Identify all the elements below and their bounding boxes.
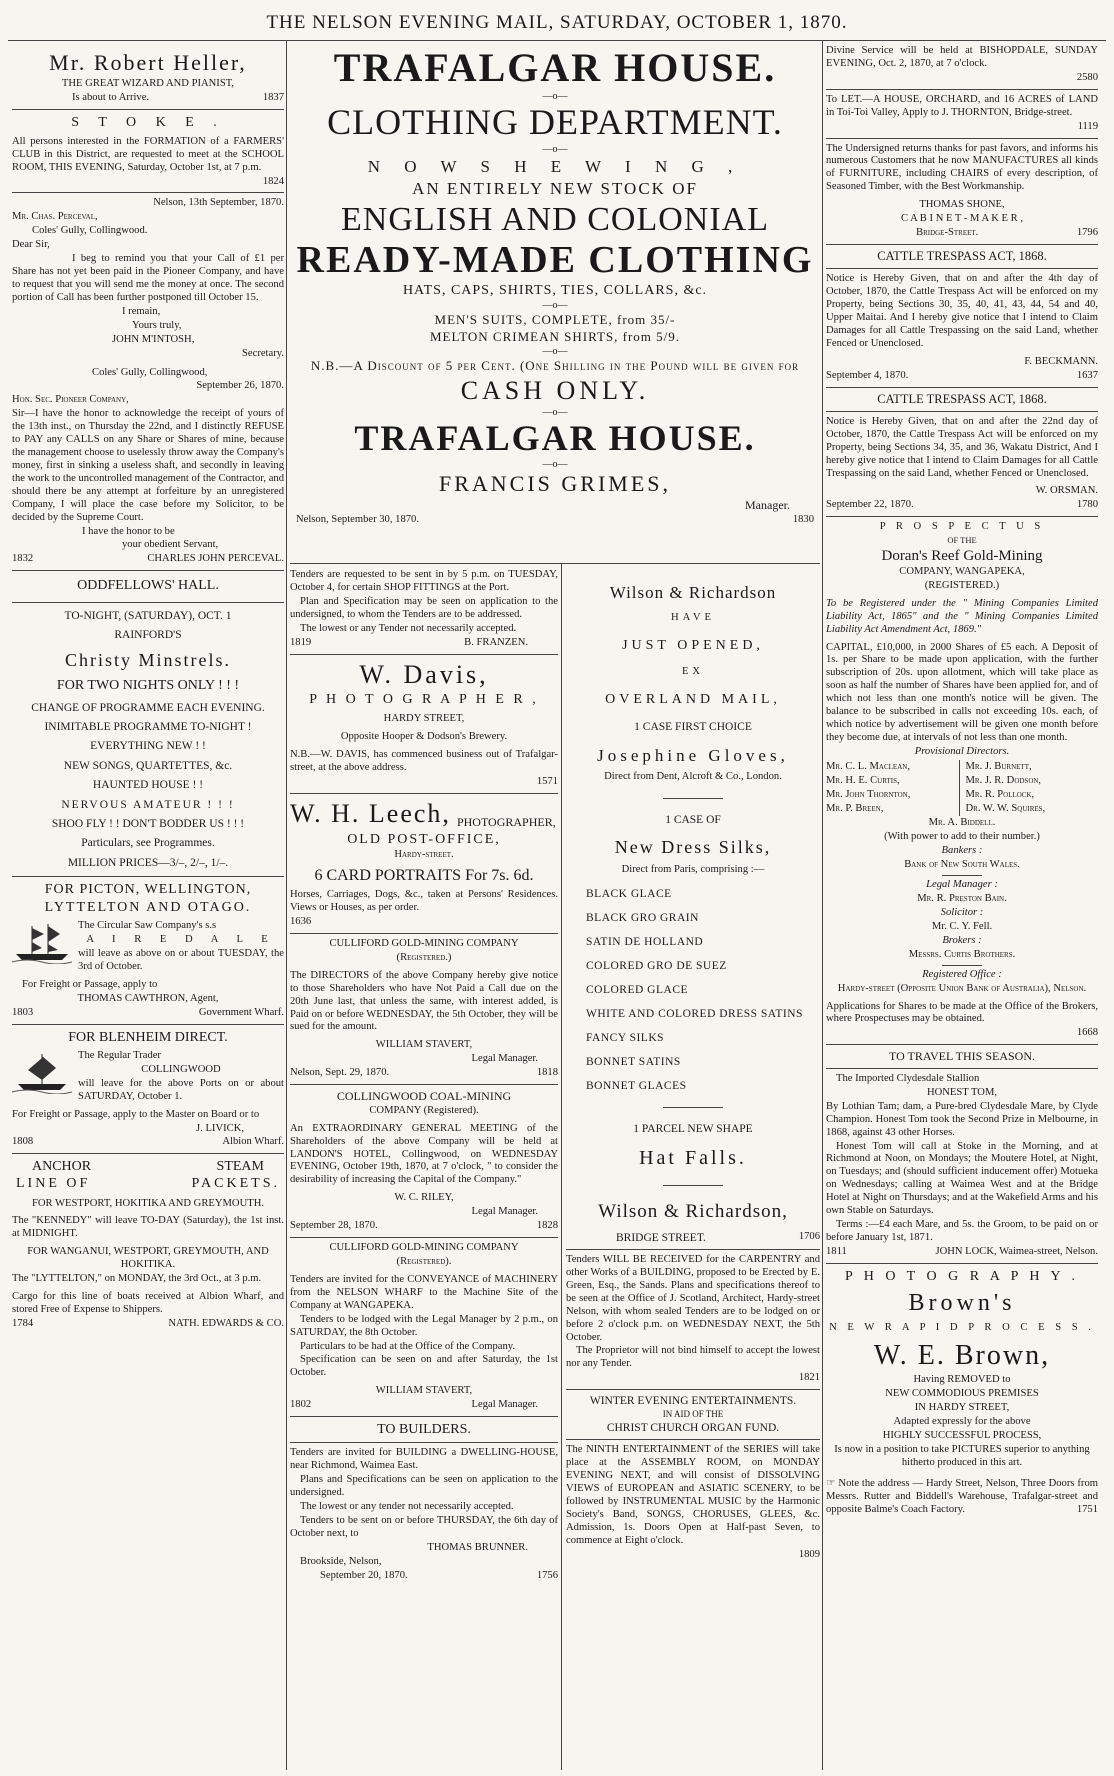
davis-role: P H O T O G R A P H E R , <box>309 692 539 708</box>
oddfellows-line: SHOO FLY ! ! DON'T BODDER US ! ! ! <box>51 818 245 831</box>
picton-title: LYTTELTON AND OTAGO. <box>44 900 252 916</box>
culliford-body: The DIRECTORS of the above Company hereby give notice to those Shareholders who have Not Paid a Call due on the 20th June last, that unless the same, with interest added, is Paid on or before WEDNESDAY, the 5th October, they will be sued for the amount. <box>290 969 558 1033</box>
leech-role: PHOTOGRAPHER, <box>456 815 556 830</box>
ad-number: 1706 <box>798 1231 820 1243</box>
honesttom-line: Terms :—£4 each Mare, and 5s. the Groom, to be paid on or before January 1st, 1871. <box>826 1219 1098 1243</box>
trafalgar-line: HATS, CAPS, SHIRTS, TIES, COLLARS, &c. <box>402 282 708 298</box>
divider: —o— <box>542 459 568 471</box>
culliford-sub: (Registered.) <box>396 951 452 963</box>
trespass-body: Notice is Hereby Given, that on and after the 4th day of October, 1870, the Cattle Trespass Act will be enforced on my Property, being Sections 30, 35, 40, 41, 43, 44, 54 and 40, Upper Maitai. And I hereby give notice that I intend to Claim Damages for all Cattle Trespassing on the said Land, whether Fenced or Unenclosed. <box>826 273 1098 349</box>
honesttom-signature: JOHN LOCK, Waimea-street, Nelson. <box>935 1245 1098 1257</box>
ad-number: 1802 <box>290 1399 312 1411</box>
heller-subtitle: THE GREAT WIZARD AND PIANIST, <box>61 77 235 89</box>
prospectus-line: Mr. R. Preston Bain. <box>917 893 1007 905</box>
divider: —o— <box>542 406 568 418</box>
wilson-title: Wilson & Richardson <box>609 583 777 602</box>
anchor-ad <box>12 1158 284 1330</box>
shone-signature: THOMAS SHONE, <box>919 199 1005 211</box>
wilson-line: Direct from Paris, comprising :— <box>621 864 765 876</box>
prospectus-line: Bank of New South Wales. <box>904 859 1020 871</box>
trafalgar-role: Manager. <box>745 498 790 513</box>
davis-line: HARDY STREET, <box>383 713 465 725</box>
list-item: COLORED GLACE <box>586 984 689 997</box>
collingwood-role: Legal Manager. <box>471 1206 538 1218</box>
ad-number: 1824 <box>262 175 284 187</box>
brown-line: Adapted expressly for the above <box>893 1416 1031 1428</box>
leech-price: 6 CARD PORTRAITS For 7s. 6d. <box>314 866 534 884</box>
culliford-ad-1 <box>290 938 558 1080</box>
brown-line: HIGHLY SUCCESSFUL PROCESS, <box>882 1429 1042 1441</box>
letter-salutation: Dear Sir, <box>12 239 50 251</box>
wilson-line: Direct from Dent, Alcroft & Co., London. <box>604 771 782 783</box>
oddfellows-line: FOR TWO NIGHTS ONLY ! ! ! <box>56 678 240 694</box>
wilson-line: 1 CASE FIRST CHOICE <box>634 720 752 733</box>
prospectus-title: P R O S P E C T U S <box>879 521 1045 533</box>
builders-line: The lowest or any tender not necessarily accepted. <box>300 1500 514 1512</box>
oddfellows-line: MILLION PRICES—3/–, 2/–, 1/–. <box>67 856 229 869</box>
prospectus-heading: Bankers : <box>941 845 983 857</box>
prospectus-line: Mr. A. Biddell. <box>928 817 996 829</box>
director-left: Mr. H. E. Curtis, <box>826 774 900 786</box>
winter-title: WINTER EVENING ENTERTAINMENTS. <box>589 1395 797 1408</box>
ad-number: 1784 <box>12 1317 34 1329</box>
divider: —o— <box>542 345 568 357</box>
tolet-body: To LET.—A HOUSE, ORCHARD, and 16 ACRES of LAND in Toi-Toi Valley, Apply to J. THORNTON, Bridge-street. <box>826 93 1098 118</box>
winter-body: The NINTH ENTERTAINMENT of the SERIES will take place at the ASSEMBLY ROOM, on MONDAY EVENING NEXT, and will consist of DISSOLVING VIEWS of EUROPEAN and ASIATIC SCENERY, to be followed by INSTRUMENTAL MUSIC by the Harmonic Society's Band, SONGS, CHORUSES, GLEES, &c. Admission, 1s. Doors Open at Half-past Seven, to commence at Eight o'clock. <box>566 1444 820 1546</box>
masthead: THE NELSON EVENING MAIL, SATURDAY, OCTOBER 1, 1870. <box>266 12 848 33</box>
culliford-role: Legal Manager. <box>471 1053 538 1065</box>
trafalgar-date: Nelson, September 30, 1870. <box>296 514 419 526</box>
brown-name: W. E. Brown, <box>873 1340 1051 1372</box>
wilson-line: 1 CASE OF <box>665 814 721 827</box>
brown-line: N E W R A P I D P R O C E S S . <box>829 1322 1095 1334</box>
culliford-role: Legal Manager. <box>471 1399 538 1411</box>
prospectus-line: Messrs. Curtis Brothers. <box>908 948 1016 960</box>
ad-number: 1837 <box>262 91 284 103</box>
director-right: Mr. R. Pollock, <box>965 788 1035 800</box>
pointing-hand-icon: ☞ <box>826 1477 839 1489</box>
builders-body: Tenders are invited for BUILDING a DWELLING-HOUSE, near Richmond, Waimea East. <box>290 1447 558 1472</box>
trespass-ad-1 <box>826 249 1098 383</box>
tenders-line: The lowest or any Tender not necessarily accepted. <box>300 622 517 634</box>
trafalgar-line: READY-MADE CLOTHING <box>296 238 814 281</box>
honesttom-name: HONEST TOM, <box>926 1086 998 1098</box>
prospectus-capital: CAPITAL, £10,000, in 2000 Shares of £5 each. A Deposit of 1s. per Share to be made upon application, with the further subscription of 20s. upon allotment, which will take place as soon as half the number of Shares have been applied for, and of which not less than one month's notice will be given. The balance to be subscribed in calls not exceeding 10s. each, of which notice by advertisement will be given one month before they become due, at intervals of not less than one month. <box>826 641 1098 743</box>
trespass-title: CATTLE TRESPASS ACT, 1868. <box>877 391 1047 406</box>
ad-number: 1637 <box>1076 369 1098 381</box>
ship-name: COLLINGWOOD <box>141 1063 221 1075</box>
column-1 <box>12 44 284 1770</box>
trespass-signature: F. BECKMANN. <box>1024 355 1098 367</box>
honesttom-line: The Imported Clydesdale Stallion <box>836 1072 980 1084</box>
davis-ad <box>290 659 558 789</box>
picton-line: For Freight or Passage, apply to <box>22 979 158 991</box>
directors-table <box>826 760 1098 817</box>
trafalgar-manager: FRANCIS GRIMES, <box>438 471 672 497</box>
letter-mintosh <box>12 197 284 360</box>
oddfellows-title: ODDFELLOWS' HALL. <box>77 578 219 594</box>
ad-number: 1751 <box>1076 1503 1098 1515</box>
brown-ad <box>826 1268 1098 1517</box>
picton-line: will leave as above on or about TUESDAY, the 3rd of October. <box>78 948 284 973</box>
letter-address: Coles' Gully, Collingwood. <box>32 225 148 237</box>
blenheim-line: Albion Wharf. <box>222 1136 284 1148</box>
ad-number: 1830 <box>792 514 814 526</box>
builders-line: Tenders to be sent on or before THURSDAY, the 6th day of October next, to <box>290 1514 558 1539</box>
culliford-sub: (Registered). <box>396 1256 452 1267</box>
prospectus-heading: Provisional Directors. <box>914 745 1010 757</box>
ad-number: 1668 <box>1076 1027 1098 1039</box>
trespass-title: CATTLE TRESPASS ACT, 1868. <box>877 248 1047 263</box>
honesttom-title: TO TRAVEL THIS SEASON. <box>888 1049 1036 1064</box>
director-right: Mr. J. Burnett, <box>965 760 1032 772</box>
picton-ad <box>12 881 284 1020</box>
honesttom-line: By Lothian Tam; dam, a Pure-bred Clydesdale Mare, by Clyde Champion. Honest Tom took the Second Prize in Melbourne, in 1868, against 43 other Horses. <box>826 1100 1098 1138</box>
prospectus-line: (REGISTERED.) <box>924 579 1000 591</box>
oddfellows-feature: Christy Minstrels. <box>64 649 231 670</box>
letter-close: I remain, <box>122 305 161 317</box>
honest-tom-ad <box>826 1049 1098 1259</box>
blenheim-line: For Freight or Passage, apply to the Master on Board or to <box>12 1108 260 1120</box>
wilson-line: HAVE <box>670 611 716 623</box>
brown-address: Note the address — Hardy Street, Nelson, Three Doors from Messrs. Rutter and Biddell's Warehouse, Trafalgar-street and opposite Balme's Coach Factory. <box>826 1477 1098 1515</box>
blenheim-line: will leave for the above Ports on or about SATURDAY, October 1. <box>78 1077 284 1102</box>
ad-number: 1803 <box>12 1006 34 1018</box>
wilson-line: EX <box>681 665 705 677</box>
list-item: WHITE AND COLORED DRESS SATINS <box>586 1008 803 1021</box>
winter-line: IN AID OF THE <box>662 1409 724 1420</box>
culliford-date: Nelson, Sept. 29, 1870. <box>290 1067 390 1079</box>
picton-line: The Circular Saw Company's s.s <box>78 920 217 932</box>
culliford-ad-2 <box>290 1242 558 1412</box>
wilson-gloves: Josephine Gloves, <box>597 745 789 765</box>
stoke-title: S T O K E . <box>71 114 225 130</box>
ad-number: 1818 <box>536 1067 558 1079</box>
list-item: BLACK GRO GRAIN <box>586 912 699 925</box>
winter-ad <box>566 1394 820 1561</box>
letter-body: I beg to remind you that your Call of £1 per Share has not yet been paid in the Pioneer Company, and have to request that you will send me the money at once. The second portion of Call has been further postponed till October 15. <box>12 253 284 303</box>
prospectus-heading: Registered Office : <box>922 968 1002 980</box>
anchor-agent: NATH. EDWARDS & CO. <box>168 1317 284 1329</box>
director-left: Mr. John Thornton, <box>826 788 911 800</box>
davis-line: N.B.—W. DAVIS, has commenced business out of Trafalgar-street, at the above address. <box>290 749 558 774</box>
heller-line: Is about to Arrive. <box>72 91 150 103</box>
letter-signature: JOHN M'INTOSH, <box>112 333 195 345</box>
divider: —o— <box>542 143 568 155</box>
prospectus-company: Doran's Reef Gold-Mining <box>881 547 1043 564</box>
trafalgar-ad <box>290 44 820 564</box>
ad-number: 1756 <box>536 1569 558 1581</box>
prospectus-heading: Legal Manager : <box>926 879 998 891</box>
wilson-line: OVERLAND MAIL, <box>605 691 781 707</box>
culliford-signature: WILLIAM STAVERT, <box>375 1385 473 1397</box>
oddfellows-line: NEW SONGS, QUARTETTES, &c. <box>63 759 233 772</box>
blenheim-title: FOR BLENHEIM DIRECT. <box>68 1029 228 1045</box>
ship-icon <box>12 1050 72 1094</box>
anchor-line: The "LYTTELTON," on MONDAY, the 3rd Oct., at 3 p.m. <box>12 1273 262 1285</box>
wilson-silks: New Dress Silks, <box>614 837 772 858</box>
ad-number: 1819 <box>290 636 312 648</box>
ad-number: 1811 <box>826 1245 847 1257</box>
collingwood-title: COLLINGWOOD COAL-MINING <box>336 1089 512 1104</box>
trespass-signature: W. ORSMAN. <box>1035 485 1098 497</box>
oddfellows-ad <box>12 575 284 872</box>
anchor-line: PACKETS. <box>191 1176 280 1192</box>
brown-line: Having REMOVED to <box>913 1374 1011 1386</box>
oddfellows-line: RAINFORD'S <box>114 629 182 642</box>
trafalgar-title: TRAFALGAR HOUSE. <box>333 45 777 90</box>
tenders-line: Plan and Specification may be seen on application to the undersigned, to whom the Tenders are to be addressed. <box>290 595 558 620</box>
builders-line: Brookside, Nelson, <box>300 1555 382 1567</box>
prospectus-line: OF THE <box>947 535 977 546</box>
letter-signature: CHARLES JOHN PERCEVAL. <box>147 553 284 565</box>
divine-ad <box>826 45 1098 85</box>
collingwood-sub: COMPANY (Registered). <box>369 1104 479 1116</box>
trafalgar-title: TRAFALGAR HOUSE. <box>354 417 756 458</box>
trespass-body: Notice is Hereby Given, that on and after the 22nd day of October, 1870, the Cattle Trespass Act will be enforced on my Property, being Sections 34, 35, and 36, Wakatu District, And I hereby give notice that I intend to Claim Damages for all Cattle Trespassing on the said Land, whether Fenced or Unenclosed. <box>826 415 1098 479</box>
letter-role: Secretary. <box>242 347 284 359</box>
letter-recipient: Hon. Sec. Pioneer Company, <box>12 394 129 406</box>
list-item: BONNET SATINS <box>586 1056 681 1069</box>
letter-recipient: Mr. Chas. Perceval, <box>12 211 98 223</box>
wilson-line: 1 PARCEL NEW SHAPE <box>633 1123 753 1136</box>
leech-line: Horses, Carriages, Dogs, &c., taken at Persons' Residences. Views or Houses, as per order. <box>290 889 558 914</box>
wilson-address: BRIDGE STREET. <box>616 1232 706 1245</box>
oddfellows-line: CHANGE OF PROGRAMME EACH EVENING. <box>31 701 265 714</box>
ad-number: 1636 <box>290 916 312 928</box>
anchor-line: Cargo for this line of boats received at Albion Wharf, and stored Free of Expense to Shippers. <box>12 1291 284 1315</box>
stoke-body: All persons interested in the FORMATION of a FARMERS' CLUB in this District, are requested to meet at the SCHOOL ROOM, THIS EVENING, Saturday, October 1st, at 7 p.m. <box>12 135 284 173</box>
culliford-line: Particulars to be had at the Office of the Company. <box>300 1340 516 1352</box>
collingwood-ad <box>290 1089 558 1233</box>
wilson-ad <box>566 568 820 1245</box>
trespass-ad-2 <box>826 392 1098 513</box>
list-item: BONNET GLACES <box>586 1080 687 1093</box>
stoke-ad <box>12 114 284 189</box>
culliford-line: Specification can be seen on and after Saturday, the 1st October. <box>290 1354 558 1379</box>
letter-date: Nelson, 13th September, 1870. <box>153 197 284 209</box>
column-2 <box>290 568 558 1768</box>
shone-role: C A B I N E T - M A K E R , <box>900 213 1024 225</box>
brown-line: IN HARDY STREET, <box>914 1402 1010 1414</box>
builders-title: TO BUILDERS. <box>377 1422 471 1438</box>
list-item: SATIN DE HOLLAND <box>586 936 704 949</box>
list-item: COLORED GRO DE SUEZ <box>586 960 727 973</box>
oddfellows-line: Particulars, see Programmes. <box>81 837 215 850</box>
heller-title: Mr. Robert Heller, <box>49 50 247 75</box>
tenders-signature: B. FRANZEN. <box>464 636 528 648</box>
anchor-line: STEAM <box>216 1159 264 1175</box>
oddfellows-line: HAUNTED HOUSE ! ! <box>92 779 204 792</box>
culliford-title: CULLIFORD GOLD-MINING COMPANY <box>329 937 519 949</box>
brown-line: Is now in a position to take PICTURES superior to anything hitherto produced in this art. <box>834 1443 1090 1468</box>
divider: —o— <box>542 299 568 311</box>
divider: —o— <box>542 91 568 102</box>
culliford-title: CULLIFORD GOLD-MINING COMPANY <box>329 1242 519 1254</box>
letter-body: Sir—I have the honor to acknowledge the receipt of yours of the 13th inst., on Thursday the 22nd, and I distinctly REFUSE to PAY any CALLS on any Share or Shares of mine, because the management choose to uselessly throw away the Company's money, first in sinking a useless shaft, and secondly in leaving the work to the uncontrolled management of the Contractor, and should there be any attempt at forfeiture by an unregistered Company, I will place the case before my Solicitor, to be decided by the Supreme Court. <box>12 408 284 523</box>
trafalgar-price: MEN'S SUITS, COMPLETE, from 35/- <box>434 311 676 327</box>
tenders-line: The Proprietor will not bind himself to accept the lowest nor any Tender. <box>566 1345 820 1370</box>
leech-ad <box>290 798 558 929</box>
shone-ad <box>826 143 1098 240</box>
builders-line: Plans and Specifications can be seen on application to the undersigned. <box>290 1474 558 1498</box>
davis-line: Opposite Hooper & Dodson's Brewery. <box>340 731 508 743</box>
oddfellows-line: TO-NIGHT, (SATURDAY), OCT. 1 <box>64 609 232 622</box>
column-3 <box>566 568 820 1768</box>
director-right: Mr. J. R. Dodson, <box>965 774 1042 786</box>
leech-line: OLD POST-OFFICE, <box>347 831 501 847</box>
wilson-hats: Hat Falls. <box>639 1147 747 1170</box>
heller-ad <box>12 50 284 105</box>
tenders-body: Tenders are requested to be sent in by 5 p.m. on TUESDAY, October 4, for certain SHOP FITTINGS at the Port. <box>290 569 558 593</box>
winter-line: CHRIST CHURCH ORGAN FUND. <box>606 1422 780 1435</box>
culliford-body: Tenders are invited for the CONVEYANCE of MACHINERY from the NELSON WHARF to the Machine Site of the Company at WANGAPEKA. <box>290 1273 558 1311</box>
anchor-line: ANCHOR <box>32 1159 92 1175</box>
ship-icon <box>12 920 72 964</box>
collingwood-date: September 28, 1870. <box>290 1220 378 1232</box>
trafalgar-line: ENGLISH AND COLONIAL <box>341 200 769 238</box>
trespass-date: September 4, 1870. <box>826 369 909 381</box>
franzen-ad <box>290 569 558 650</box>
ad-number: 1832 <box>12 553 34 565</box>
prospectus-line: Hardy-street (Opposite Union Bank of Australia), Nelson. <box>837 982 1087 994</box>
oddfellows-line: NERVOUS AMATEUR ! ! ! <box>61 798 235 811</box>
oddfellows-line: INIMITABLE PROGRAMME TO-NIGHT ! <box>44 721 252 734</box>
letter-close: I have the honor to be <box>82 525 175 537</box>
culliford-signature: WILLIAM STAVERT, <box>375 1039 473 1051</box>
letter-close: Yours truly, <box>132 319 182 331</box>
builders-signature: THOMAS BRUNNER. <box>427 1541 528 1553</box>
culliford-line: Tenders to be lodged with the Legal Manager by 2 p.m., on SATURDAY, the 8th October. <box>290 1313 558 1338</box>
leech-line: Hardy-street. <box>394 848 454 860</box>
letter-perceval <box>12 367 284 567</box>
picton-title: FOR PICTON, WELLINGTON, <box>44 882 252 898</box>
ad-number: 1808 <box>12 1136 34 1148</box>
tolet-ad <box>826 94 1098 134</box>
prospectus-ad <box>826 521 1098 1040</box>
honesttom-line: Honest Tom will call at Stoke in the Morning, and at Richmond at Noon, on Mondays; the Moutere Hotel, at Night, on Tuesdays; and (should sufficient inducement offer) Motueka on Wednesdays; calling at Waimea West and at the Bridge Hotel at Night on Thursdays; and at the Wakefield Arms and his own Stable on Saturdays. <box>826 1140 1098 1217</box>
prospectus-line: (With power to add to their number.) <box>884 831 1040 843</box>
letter-date: Coles' Gully, Collingwood, <box>92 366 208 378</box>
tenders-body: Tenders WILL BE RECEIVED for the CARPENTRY and other Works of a BUILDING, proposed to be Erected by E. Green, Esq., the Sands. Plans and specifications thereof to be seen at the Office of J. Scotland, Architect, Hardy-street Nelson, with whom sealed Tenders are to be lodged on or before 2 o'clock p.m. on WEDNESDAY NEXT, the 5th October. <box>566 1254 820 1343</box>
brown-title: P H O T O G R A P H Y . <box>844 1268 1080 1284</box>
oddfellows-line: EVERYTHING NEW ! ! <box>90 740 206 753</box>
trafalgar-dept: CLOTHING DEPARTMENT. <box>327 102 783 142</box>
picton-agent: THOMAS CAWTHRON, Agent, <box>77 992 219 1004</box>
list-item: BLACK GLACE <box>586 888 672 901</box>
leech-title: W. H. Leech, <box>290 798 451 828</box>
ad-number: 2580 <box>1076 71 1098 83</box>
trafalgar-price: MELTON CRIMEAN SHIRTS, from 5/9. <box>429 328 681 344</box>
green-tenders-ad <box>566 1254 820 1385</box>
picton-line: Government Wharf. <box>198 1006 284 1018</box>
column-4 <box>826 44 1098 1770</box>
trafalgar-cash: CASH ONLY. <box>460 375 650 405</box>
anchor-line: LINE OF <box>16 1176 91 1192</box>
prospectus-line: COMPANY, WANGAPEKA, <box>899 565 1025 577</box>
builders-date: September 20, 1870. <box>320 1569 408 1581</box>
divine-body: Divine Service will be held at BISHOPDALE, SUNDAY EVENING, Oct. 2, 1870, at 7 o'clock. <box>826 45 1098 69</box>
prospectus-heading: Brokers : <box>942 934 982 946</box>
prospectus-line: Mr. C. Y. Fell. <box>931 920 993 932</box>
collingwood-signature: W. C. RILEY, <box>394 1192 454 1204</box>
davis-title: W. Davis, <box>359 659 489 689</box>
ad-number: 1821 <box>798 1372 820 1384</box>
ad-number: 1119 <box>1077 120 1098 132</box>
collingwood-body: An EXTRAORDINARY GENERAL MEETING of the Shareholders of the above Company will be held at LANDON'S HOTEL, Collingwood, on WEDNESDAY EVENING, October 19th, 1870, at 7 o'clock, " to consider the desirability of increasing the Capital of the Company." <box>290 1122 558 1186</box>
brown-heading: Brown's <box>908 1289 1016 1316</box>
director-left: Mr. C. L. Maclean, <box>826 760 910 772</box>
prospectus-line: To be Registered under the " Mining Companies Limited Liability Act, 1865" and the " Mining Companies Limited Liability Act Amendment Act, 1869." <box>826 597 1098 635</box>
ad-number: 1809 <box>798 1548 820 1560</box>
letter-date: September 26, 1870. <box>196 380 284 392</box>
ship-name: A I R E D A L E <box>86 934 276 946</box>
trafalgar-line: N O W S H E W I N G , <box>367 156 743 176</box>
prospectus-line: Applications for Shares to be made at the Office of the Brokers, where Prospectuses may be obtained. <box>826 1000 1098 1025</box>
director-left: Mr. P. Breen, <box>826 802 884 814</box>
wilson-title: Wilson & Richardson, <box>598 1200 788 1222</box>
blenheim-line: The Regular Trader <box>78 1049 161 1061</box>
ad-number: 1571 <box>536 776 558 788</box>
shone-body: The Undersigned returns thanks for past favors, and informs his numerous Customers that he now MANUFACTURES all kinds of FURNITURE, including CHAIRS of every description, of Seasoned Timber, with the Best Workmanship. <box>826 142 1098 193</box>
trespass-date: September 22, 1870. <box>826 499 914 511</box>
shone-address: Bridge-Street. <box>916 227 979 239</box>
builders-ad <box>290 1421 558 1582</box>
list-item: FANCY SILKS <box>586 1032 665 1045</box>
ad-number: 1828 <box>536 1220 558 1232</box>
anchor-route: FOR WESTPORT, HOKITIKA AND GREYMOUTH. <box>31 1197 265 1209</box>
ad-number: 1796 <box>1076 227 1098 239</box>
prospectus-heading: Solicitor : <box>940 907 984 919</box>
anchor-line: The "KENNEDY" will leave TO-DAY (Saturday), the 1st inst. at MIDNIGHT. <box>12 1215 284 1240</box>
blenheim-ad <box>12 1029 284 1150</box>
trafalgar-discount: N.B.—A Discount of 5 per Cent. (One Shilling in the Pound will be given for <box>310 357 800 373</box>
trafalgar-line: AN ENTIRELY NEW STOCK OF <box>412 178 698 198</box>
blenheim-agent: J. LIVICK, <box>196 1122 244 1134</box>
brown-line: NEW COMMODIOUS PREMISES <box>885 1388 1039 1400</box>
anchor-route: FOR WANGANUI, WESTPORT, GREYMOUTH, AND HOKITIKA. <box>27 1246 269 1271</box>
silk-list <box>566 887 820 1093</box>
ad-number: 1780 <box>1076 499 1098 511</box>
letter-close: your obedient Servant, <box>122 539 219 551</box>
wilson-line: JUST OPENED, <box>622 637 764 653</box>
director-right: Dr. W. W. Squires, <box>965 802 1046 814</box>
